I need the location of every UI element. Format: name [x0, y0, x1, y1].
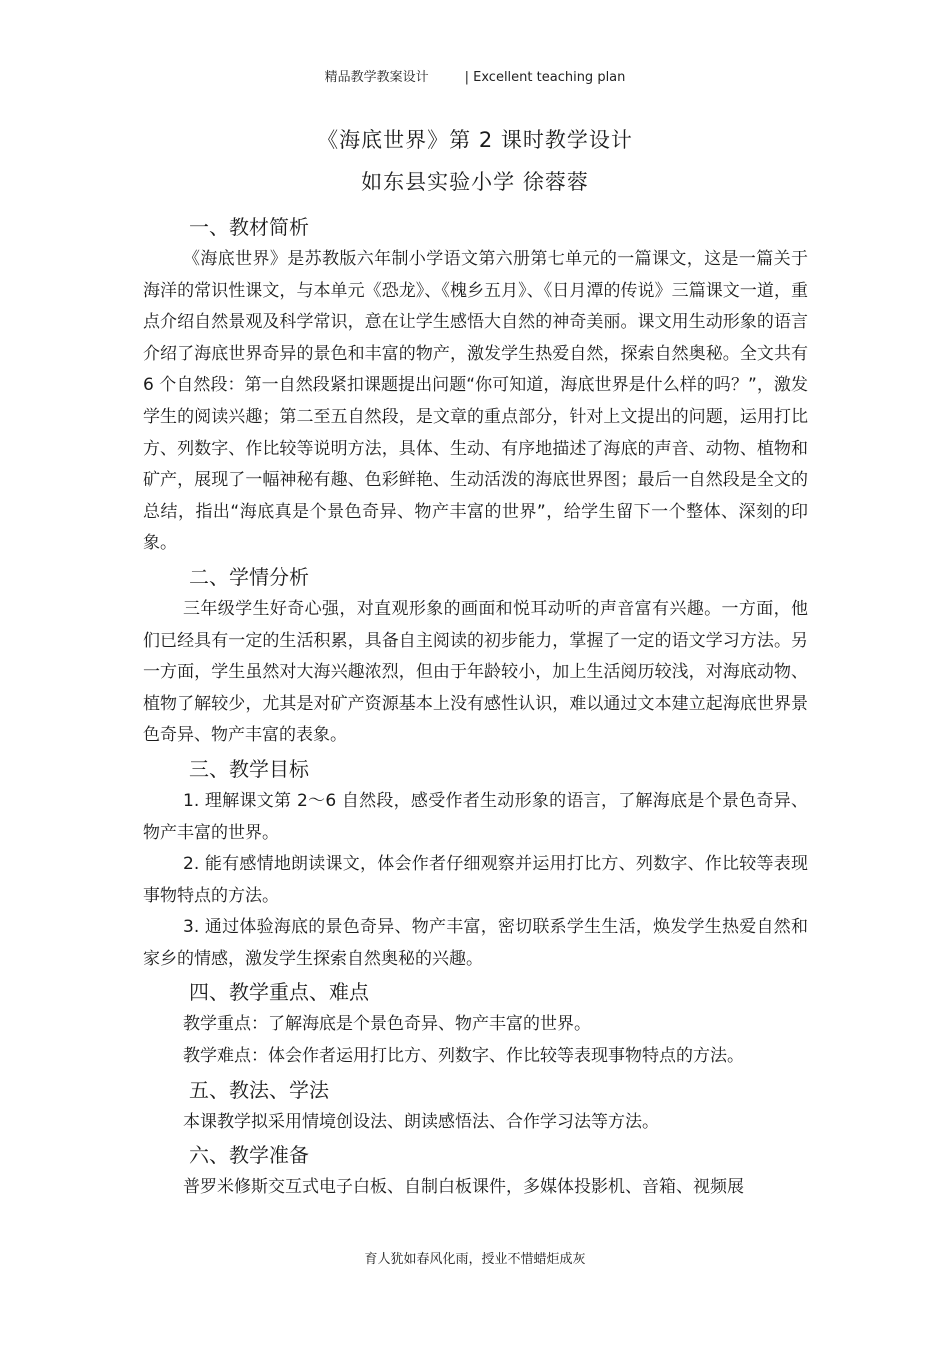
section-paragraph: 三年级学生好奇心强，对直观形象的画面和悦耳动听的声音富有兴趣。一方面，他们已经具有一定的生活积累，具备自主阅读的初步能力，掌握了一定的语文学习方法。另一方面，学生虽然对大海兴趣浓烈，但由于年龄较小，加上生活阅历较浅，对海底动物、植物了解较少，尤其是对矿产资源基本上没有感性认识，难以通过文本建立起海底世界景色奇异、物产丰富的表象。 [143, 598, 808, 746]
page-footer: 育人犹如春风化雨，授业不惜蜡炬成灰 [364, 1252, 586, 1267]
document-body [143, 210, 808, 1204]
section-paragraph: 《海底世界》是苏教版六年制小学语文第六册第七单元的一篇课文，这是一篇关于海洋的常识性课文，与本单元《恐龙》、《槐乡五月》、《日月潭的传说》三篇课文一道，重点介绍自然景观及科学常识，意在让学生感悟大自然的神奇美丽。课文用生动形象的语言介绍了海底世界奇异的景色和丰富的物产，激发学生热爱自然，探索自然奥秘。全文共有 6 个自然段：第一自然段紧扣课题提出问题“你可知道，海底世界是什么样的吗？”，激发学生的阅读兴趣；第二至五自然段，是文章的重点部分，针对上文提出的问题，运用打比方、列数字、作比较等说明方法，具体、生动、有序地描述了海底的声音、动物、植物和矿产，展现了一幅神秘有趣、色彩鲜艳、生动活泼的海底世界图；最后一自然段是全文的总结，指出“海底真是个景色奇异、物产丰富的世界”，给学生留下一个整体、深刻的印象。 [143, 249, 808, 554]
section-heading: 四、教学重点、难点 [189, 980, 369, 1005]
section-paragraph: 1. 理解课文第 2～6 自然段，感受作者生动形象的语言，了解海底是个景色奇异、物产丰富的世界。 [143, 790, 808, 843]
page-header [0, 66, 950, 85]
section-paragraph: 普罗米修斯交互式电子白板、自制白板课件，多媒体投影机、音箱、视频展 [183, 1177, 744, 1198]
section-heading: 三、教学目标 [189, 756, 309, 781]
section-paragraph: 教学重点：了解海底是个景色奇异、物产丰富的世界。 [183, 1014, 591, 1035]
header-left: 精品教学教案设计 [324, 70, 429, 85]
header-right: | Excellent teaching plan [464, 70, 626, 85]
section-paragraph: 教学难点：体会作者运用打比方、列数字、作比较等表现事物特点的方法。 [183, 1046, 744, 1067]
section-heading: 一、教材简析 [189, 215, 309, 239]
section-heading: 六、教学准备 [189, 1143, 309, 1168]
section-heading: 五、教法、学法 [189, 1077, 329, 1102]
section-paragraph: 2. 能有感情地朗读课文，体会作者仔细观察并运用打比方、列数字、作比较等表现事物特点的方法。 [143, 854, 808, 906]
section-paragraph: 3. 通过体验海底的景色奇异、物产丰富，密切联系学生生活，焕发学生热爱自然和家乡的情感，激发学生探索自然奥秘的兴趣。 [143, 917, 808, 969]
section-heading: 二、学情分析 [189, 564, 309, 589]
document-subtitle: 如东县实验小学 徐蓉蓉 [361, 170, 589, 194]
section-paragraph: 本课教学拟采用情境创设法、朗读感悟法、合作学习法等方法。 [183, 1111, 659, 1132]
document-title: 《海底世界》第 2 课时教学设计 [317, 128, 633, 152]
